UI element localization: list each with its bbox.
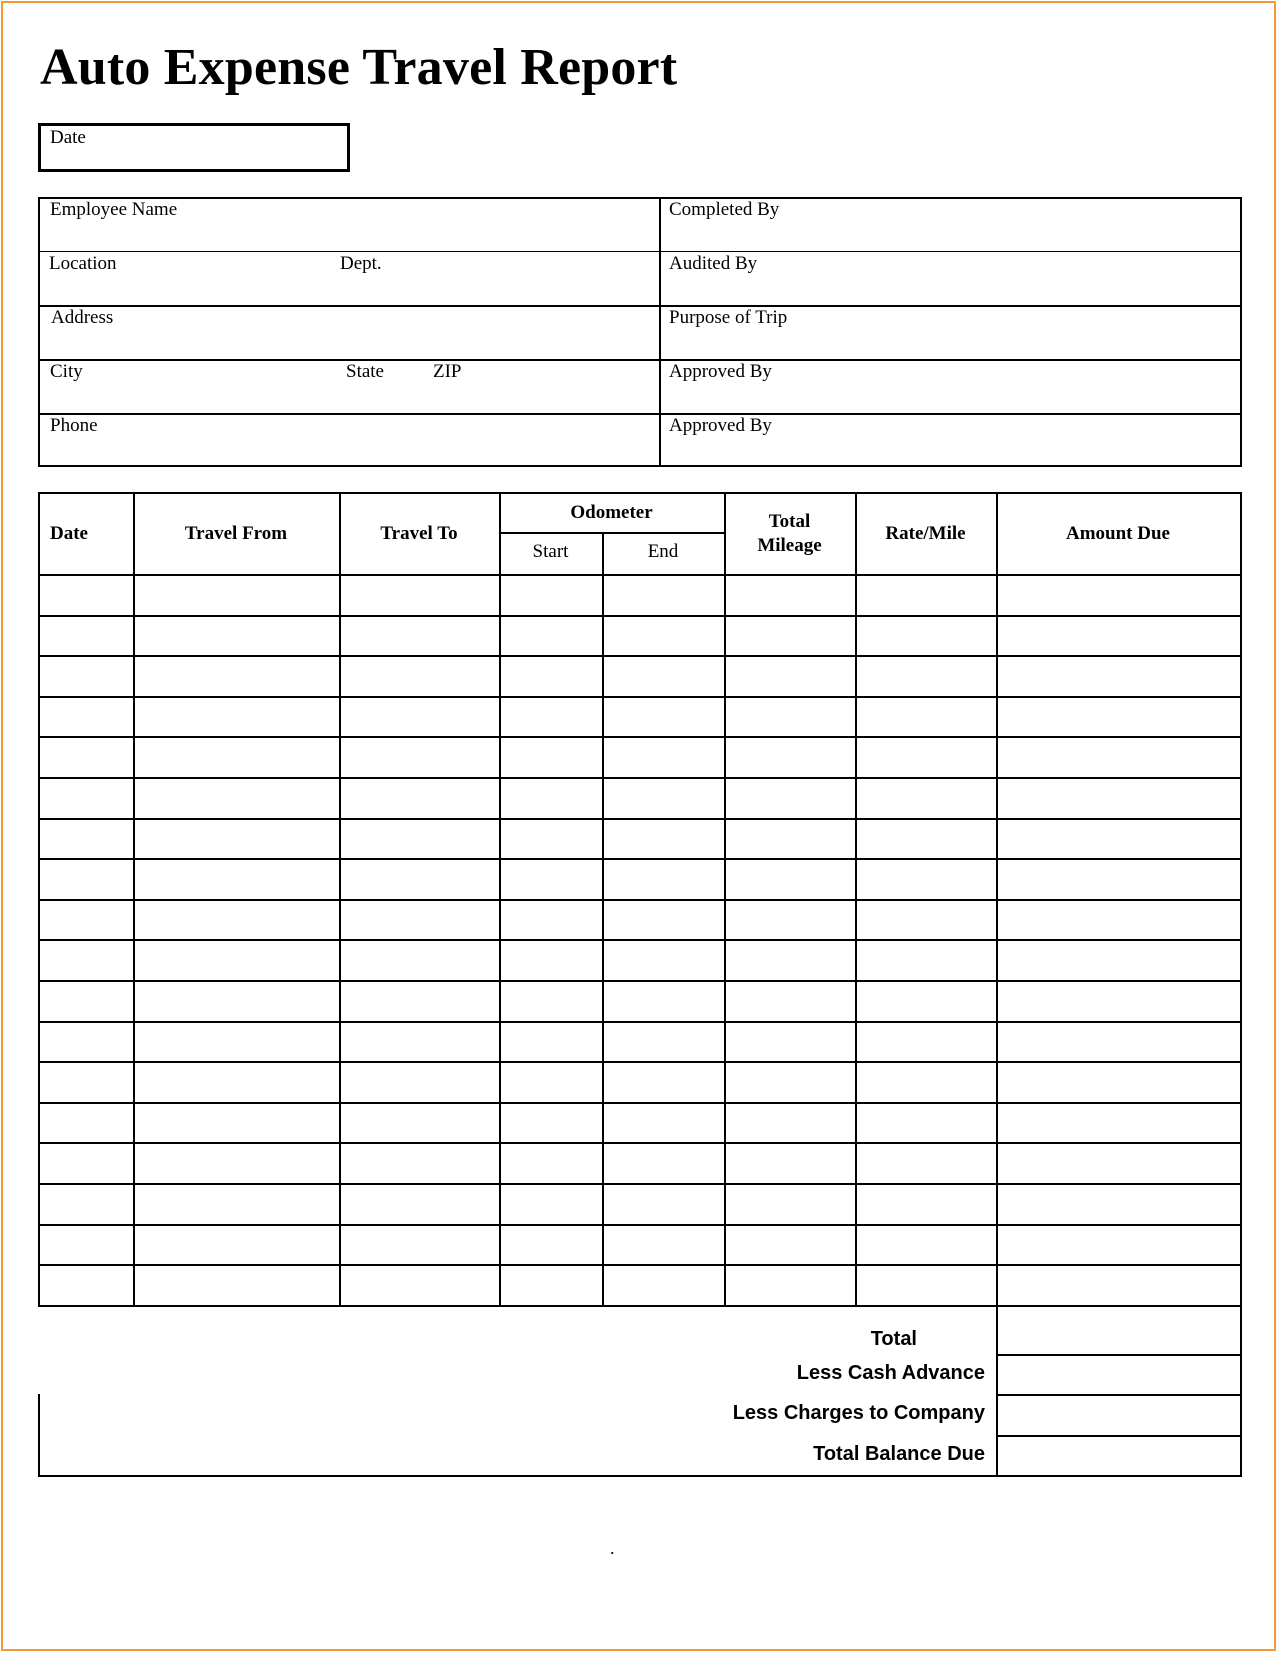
table-row-line — [38, 655, 1242, 657]
col-header-date: Date — [50, 523, 88, 544]
table-header-line — [38, 574, 1242, 576]
odometer-subheader-line — [499, 532, 724, 534]
col-header-amount-due: Amount Due — [1066, 523, 1170, 544]
date-field-label: Date — [50, 127, 86, 148]
page-title: Auto Expense Travel Report — [40, 39, 678, 96]
location-field[interactable]: Location — [49, 253, 117, 274]
totals-left-border — [38, 1394, 40, 1477]
less-cash-advance-label: Less Cash Advance — [796, 1362, 985, 1384]
col-header-travel-to: Travel To — [380, 523, 458, 544]
dept-field[interactable]: Dept. — [340, 253, 382, 274]
table-row-line — [38, 980, 1242, 982]
phone-field[interactable]: Phone — [50, 415, 98, 436]
table-row-line — [38, 1021, 1242, 1023]
table-row-line — [38, 1102, 1242, 1104]
table-row-line — [38, 818, 1242, 820]
table-row-line — [38, 1142, 1242, 1144]
col-header-odometer-end: End — [647, 541, 679, 562]
table-row-line — [38, 736, 1242, 738]
purpose-of-trip-field[interactable]: Purpose of Trip — [669, 307, 788, 328]
audited-by-field[interactable]: Audited By — [669, 253, 758, 274]
state-field[interactable]: State — [346, 361, 384, 382]
city-field[interactable]: City — [50, 361, 83, 382]
employee-info-grid — [38, 197, 1242, 467]
approved-by-field-2[interactable]: Approved By — [669, 415, 772, 436]
table-border-top — [38, 492, 1242, 494]
col-header-total-mileage-line2: Mileage — [757, 535, 822, 556]
table-row-line — [38, 939, 1242, 941]
totals-row-line — [996, 1394, 1242, 1396]
table-row-line — [38, 777, 1242, 779]
employee-name-field[interactable]: Employee Name — [50, 199, 178, 220]
col-header-total-mileage-line1: Total — [768, 511, 811, 532]
col-header-odometer: Odometer — [570, 502, 653, 523]
table-row-line — [38, 1061, 1242, 1063]
totals-box-left — [996, 1305, 998, 1475]
total-label: Total — [870, 1328, 917, 1350]
col-header-travel-from: Travel From — [184, 523, 288, 544]
approved-by-field[interactable]: Approved By — [669, 361, 772, 382]
table-row-line — [38, 615, 1242, 617]
totals-row-line — [996, 1354, 1242, 1356]
col-header-rate-mile: Rate/Mile — [885, 523, 966, 544]
table-column-line — [602, 532, 604, 1305]
col-header-odometer-start: Start — [532, 541, 569, 562]
total-balance-due-label: Total Balance Due — [813, 1443, 985, 1465]
table-row-line — [38, 899, 1242, 901]
address-field[interactable]: Address — [51, 307, 114, 328]
less-charges-to-company-label: Less Charges to Company — [732, 1402, 985, 1424]
table-row-line — [38, 1224, 1242, 1226]
totals-row-line — [38, 1475, 1242, 1477]
travel-log-table — [38, 492, 1242, 1306]
footer-mark: . — [610, 1538, 615, 1558]
table-row-line — [38, 1183, 1242, 1185]
table-row-line — [38, 696, 1242, 698]
table-row-line — [38, 858, 1242, 860]
zip-field[interactable]: ZIP — [433, 361, 462, 382]
table-row-line — [38, 1264, 1242, 1266]
totals-box-right — [1240, 1305, 1242, 1475]
totals-row-line — [996, 1435, 1242, 1437]
completed-by-field[interactable]: Completed By — [669, 199, 780, 220]
table-row-line — [38, 1305, 1242, 1307]
